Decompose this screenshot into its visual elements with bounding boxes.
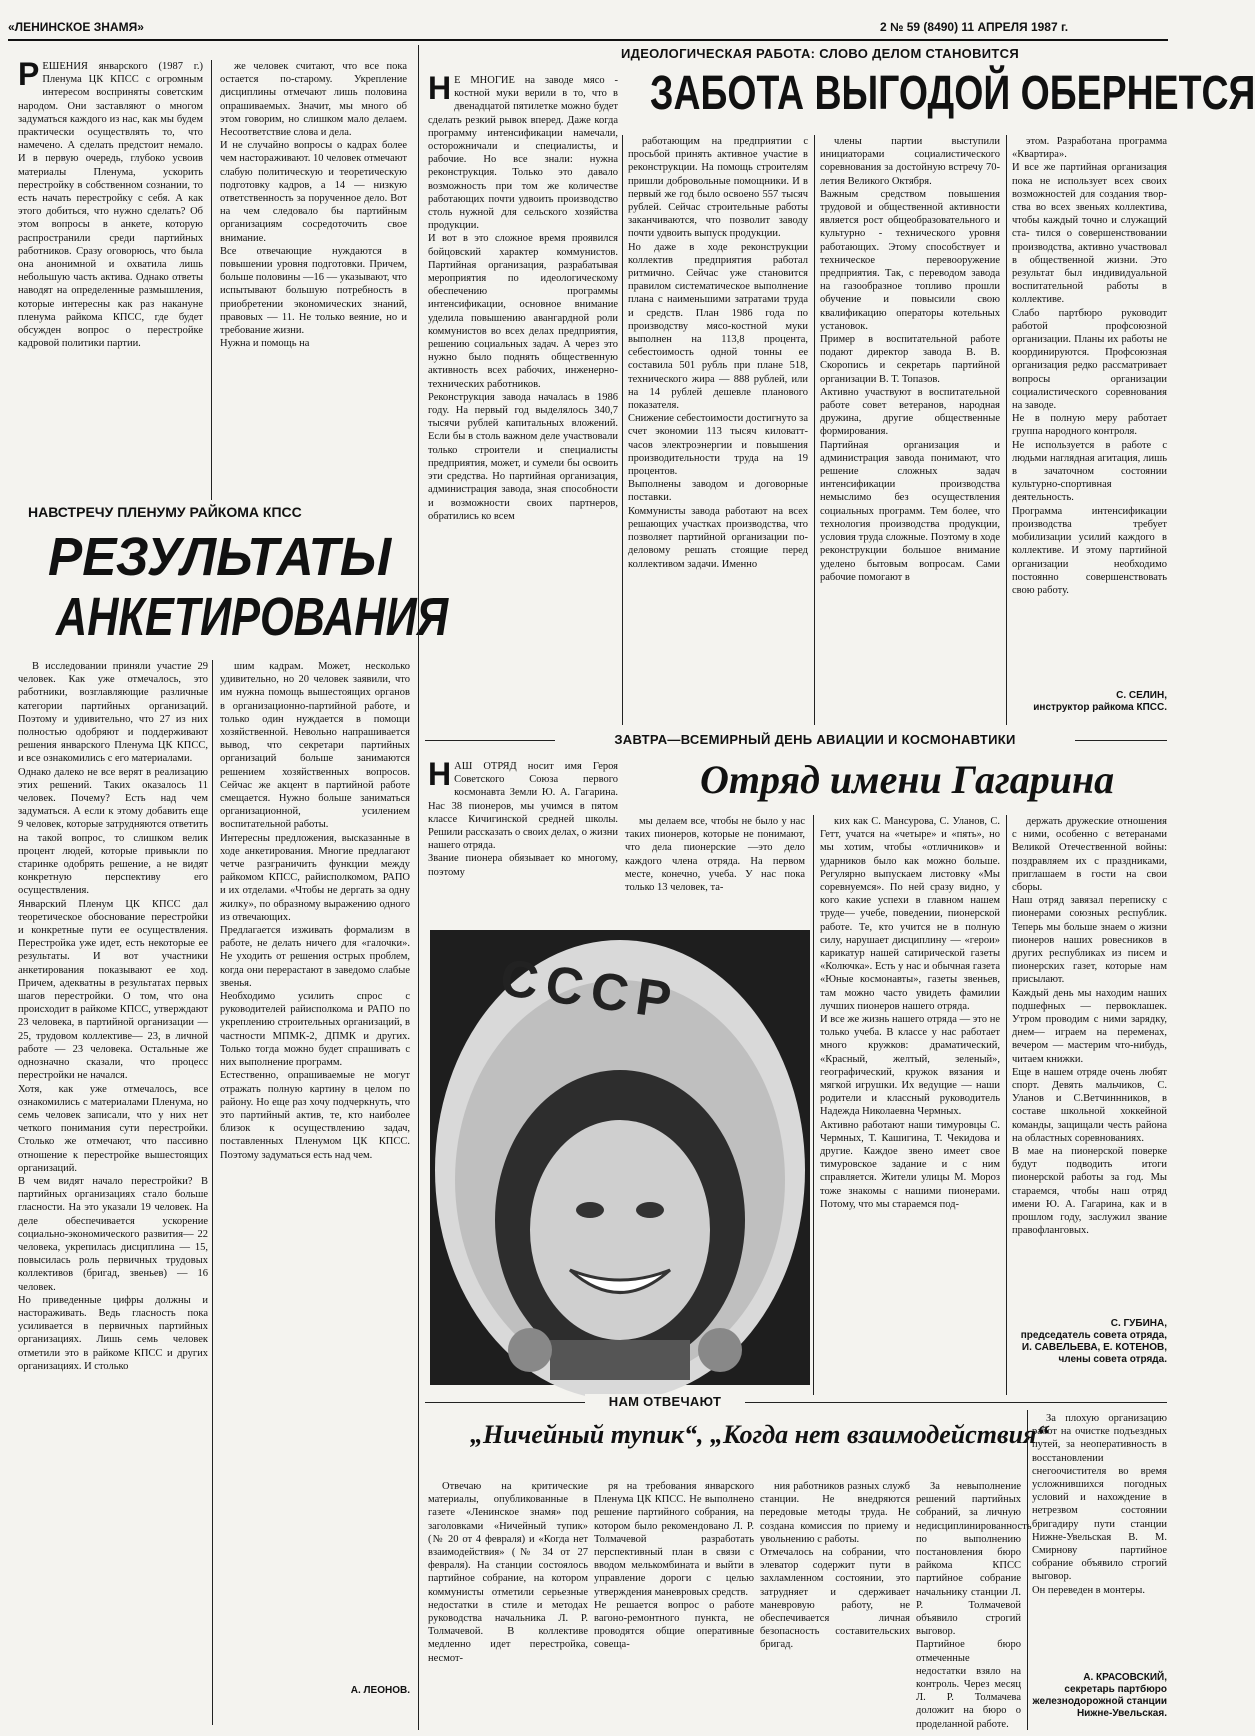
newspaper-name: «ЛЕНИНСКОЕ ЗНАМЯ» <box>8 20 144 34</box>
reply-col4 <box>916 1480 1032 1730</box>
survey-body-col1 <box>18 660 208 1725</box>
reply-col5 <box>1032 1412 1167 1667</box>
survey-lead-col1 <box>18 56 203 500</box>
care-dropcap: Н <box>428 70 452 106</box>
reply-text5: За плохую организацию работ на очистке подъездных путей, за неоперативность в восстановлении снегоочистителя во время усложнившихся погодных условий и нахождение в нетрезвом состоянии бригадиру пути станции Нижне-Увельская В. М. Смирнову партийное собрание объявило строгий выговор. Он переведен в монтеры. <box>1032 1413 1167 1596</box>
care-divider-1 <box>622 135 623 725</box>
gagarin-divider-1 <box>813 815 814 1395</box>
gagarin-col2 <box>625 815 805 925</box>
helmet-lettering: СССР <box>496 948 683 1032</box>
gagarin-text2: мы делаем все, чтобы не было у нас таких пионеров, которые не понимают, что дела пионерские —это дело каждого члена отряда. На первом месте, конечно, учеба. У нас пока только 13 человек, та- <box>625 816 805 894</box>
reply-rubric: НАМ ОТВЕЧАЮТ <box>585 1394 745 1409</box>
care-text1: Е МНОГИЕ на заводе мясо - костной муки верили в то, что в двенадцатой пятилетке можно будет сделать резкий рывок вперед. Даже когда программу интенсификации намечали, осторожничали и специалисты, и рабочие. Но все знали: нужна реконструкция. Только это давало возможность при том же количестве работающих почти удвоить производство столь нужной для сельского хозяйства продукции. И вот в это сложное время проявился бойцовский характер коммунистов. Партийная организация, разрабатывая мероприятия по идеологическому обеспечению программы интенсификации, основное внимание уделила повышению авангардной роли коммунистов во всех делах предприятия, решению социальных задач. А через это нужно было поднять общественную активность всех рабочих, инженерно-технических работников. Реконструкция завода началась в 1986 году. На первый год выделялось 340,7 тысячи рублей капитальных вложений. Если бы в столь важном деле участвовали только строители и специалисты предприятия, может, и сумели бы освоить эти средства. Но партийная организация, администрация завода, зная способности и возможности своих партнеров, обратились ко всем <box>428 75 618 522</box>
survey-body-divider <box>212 660 213 1725</box>
survey-kicker: НАВСТРЕЧУ ПЛЕНУМУ РАЙКОМА КПСС <box>28 504 302 520</box>
care-divider-2 <box>814 135 815 725</box>
gagarin-rubric: ЗАВТРА—ВСЕМИРНЫЙ ДЕНЬ АВИАЦИИ И КОСМОНАВТИКИ <box>555 732 1075 747</box>
care-rubric: ИДЕОЛОГИЧЕСКАЯ РАБОТА: СЛОВО ДЕЛОМ СТАНОВИТСЯ <box>621 46 1019 61</box>
reply-text3: ния работников разных служб станции. Не внедряются передовые методы труда. Не создана комиссия по приему и увольнению с работы. Отмечалось на собрании, что элеватор содержит пути в захламленном состоянии, это затрудняет и сдерживает маневровую работу, не обеспечивается личная безопасность составительских бригад. <box>760 1481 910 1651</box>
care-text3: члены партии выступили инициаторами социалистического соревнования за достойную встречу 70-летия Великого Октября. Важным средством повышения трудовой и общественной активности является рост общеобразовательного и культурно - технического уровня работающих. Этому способствует и техническое перевооружение предприятия. Так, с переводом завода на газообразное топливо прошли обучение и повысили свою квалификацию операторы котельных установок. Пример в воспитательной работе подают директор завода В. В. Скоропись и секретарь партийной организации В. Т. Топазов. Активно участвуют в воспитательной работе совет ветеранов, народная дружина, другие общественные формирования. Партийная организация и администрация завода понимают, что решение сложных задач интенсификации производства немыслимо без осуществления социальных программ. Тем более, что технология производства продукции, условия труда сложные. Поэтому в ходе реконструкции большое внимание уделено бытовым вопросам. Сами рабочие помогают в <box>820 136 1000 583</box>
reply-title: „Ничейный тупик“, „Когда нет взаимодействия“ <box>470 1420 1050 1449</box>
reply-title-box <box>470 1420 1050 1460</box>
survey-body-col2 <box>220 660 410 1670</box>
reply-text4: За невыполнение решений партийных собраний, за личную недисциплинированность по выполнению постановления бюро райкома КПСС партийное собрание начальнику станции Л. Р. Толмачевой объявило строгий выговор. Партийное бюро отмеченные недостатки взяло на контроль. Через месяц Л. Р. Толмачева доложит на бюро о проделанной работе. <box>916 1481 1032 1730</box>
gagarin-text4: держать дружеские отношения с ними, особенно с ветеранами Великой Отечественной войны: поздравляем их с праздниками, приглашаем в гости на свои сборы. Наш отряд завязал переписку с пионерами союзных республик. Теперь мы больше знаем о жизни пионеров наших ровесников в других республиках из писем и пионерских газет, которые нам присылают. Каждый день мы находим наших подшефных — первоклашек. Утром проводим с ними зарядку, днем— играем на переменах, вечером — мастерим что-нибудь, читаем книжки. Еще в нашем отряде очень любят спорт. Девять мальчиков, С. Уланов и С.Ветчиннников, в составе школьной хоккейной команды, защищали честь района на областных соревнованиях. В мае на пионерской поверке будут подводить итоги пионерской работы за год. Мы стараемся, чтобы наш отряд имени Ю. А. Гагарина, как и в прошлом году, заслужил звание правофланговых. <box>1012 816 1167 1237</box>
care-col1 <box>428 70 618 724</box>
care-col4 <box>1012 135 1167 675</box>
survey-title-box <box>18 524 449 654</box>
survey-author: А. ЛЕОНОВ. <box>350 1685 410 1696</box>
reply-col3 <box>760 1480 910 1730</box>
reply-author: А. КРАСОВСКИЙ, секретарь партбюро железнодорожной станции Нижне-Увельская. <box>1032 1672 1167 1719</box>
survey-lead-text1: ЕШЕНИЯ январского (1987 г.) Пленума ЦК КПСС с огромным интересом восприняты советским народом. Они заставляют о многом задуматься каждого из нас, как мы будем практически осуществлять то, что намечено. А сделать предстоит немало. И в первую очередь, глубоко усвоив материалы Пленума, ускорить перестройку в собственном сознании, то есть начать перестройку с себя. А как этого добиться, что нужно сделать? Об этом вопросы в анкете, которую распространили среди партийных работников. Сразу оговорюсь, что была она анонимной и охватила лишь небольшую часть актива. Однако ответы наводят на определенные размышления, которые интересны как раз накануне пленума райкома КПСС, где будет обсужден вопрос о перестройке кадровой политики партии. <box>18 61 203 350</box>
gagarin-author: С. ГУБИНА, председатель совета отряда, И. САВЕЛЬЕВА, Е. КОТЕНОВ, члены совета отряда. <box>1020 1318 1167 1365</box>
reply-col1 <box>428 1480 588 1730</box>
reply-divider <box>1027 1410 1028 1730</box>
survey-title-line1: РЕЗУЛЬТАТЫ <box>48 527 392 587</box>
gagarin-intro-text: АШ ОТРЯД носит имя Героя Советского Союза первого космонавта Земли Ю. А. Гагарина. Нас 38 пионеров, мы учимся в пятом классе Кичигинской средней школы. Решили рассказать о своих делах, о жизни нашего отряда. Звание пионера обязывает ко многому, поэтому <box>428 761 618 878</box>
reply-text2: ря на требования январского Пленума ЦК КПСС. Не выполнено решение партийного собрания, на котором было рекомендовано Л. Р. Толмачевой разработать перспективный план в связи с вводом мелькомбината и выйти в управление дороги с целью утверждения маневровых средств. Не решается вопрос о работе вагоно-ремонтного пункта, не проводятся общие оперативные совеща- <box>594 1481 754 1651</box>
survey-lead-divider <box>211 60 212 500</box>
issue-info: 2 № 59 (8490) 11 АПРЕЛЯ 1987 г. <box>880 20 1069 34</box>
care-col2 <box>628 135 808 725</box>
survey-title-line2: АНКЕТИРОВАНИЯ <box>56 587 449 647</box>
survey-dropcap: Р <box>18 56 40 92</box>
survey-body-text2: шим кадрам. Может, несколько удивительно, но 20 человек заявили, что им нужна помощь вышестоящих органов в организационно-партийной работе, и только один нуждается в помощи хозяйственной. Невольно напрашивается вывод, что секретари партийных организаций больше занимаются решением хозяйственных вопросов. Сейчас же акцент в партийной работе смещается. Нужно больше заниматься организационной, усилением воспитательной работы. Интересны предложения, высказанные в ходе анкетирования. Многие предлагают четче разграничить функции между райкомом КПСС, райисполкомом, РАПО и их отделами. «Чтобы не дергать за одну жилку», по образному выражению одного из отвечающих. Предлагается изживать формализм в работе, не делать ничего для «галочки». Не уходить от решения острых проблем, когда они перерастают в заведомо слабые звенья. Необходимо усилить спрос с руководителей райисполкома и РАПО по укреплению строительных организаций, в частности МПМК-2, ДПМК и других. Только тогда можно будет спрашивать с них выполнение программ. Естественно, опрашиваемые не могут отражать полную картину в целом по району. Но еще раз хочу подчеркнуть, что это партийный актив, те, кто наиболее близок к осуществлению задач, поставленных Пленумом ЦК КПСС. Поэтому задуматься есть над чем. <box>220 661 410 1161</box>
survey-body-text1: В исследовании приняли участие 29 человек. Как уже отмечалось, это работники, возглавляющие различные категории партийных организаций. Поэтому и удивительно, что 27 из них полностью одобряют и поддерживают решения январского Пленума ЦК КПСС, и все ознакомились с его материалами. Однако далеко не все верят в реализацию этих решений. Таких оказалось 11 человек. Почему? Есть над чем задуматься. А если к этому добавить еще 9 человек, которые затрудняются ответить на такой вопрос, то слишком велик процент людей, которые привыкли по старинке одобрять решение, а не видят конкретную перспективу его осуществления. Январский Пленум ЦК КПСС дал теоретическое обоснование перестройки и конкретные пути ее осуществления. Перестройка уже идет, есть некоторые ее результаты. И вот участники анкетирования показывают ее ход. Причем, адекватны в результатах первых шагов перестройки. О том, что она происходит в райкоме КПСС, утверждают 23 человека, в партийной организации — 25, трудовом коллективе— 23, в личной работе — 23 человека. Остальные же однозначно сказали, что процесс перестройки не начался. Хотя, как уже отмечалось, все ознакомились с материалами Пленума, но семь человек записали, что у них нет четкого понимания сути перестройки. Столько же отмечают, что пассивно отношение к перестройке вышестоящих организаций. В чем видят начало перестройки? В партийных организациях стало больше гласности. На это указали 19 человек. На деле обеспечивается ускорение социально-экономического развития— 22 человека, укрепилась дисциплина — 15, повысилась роль первичных трудовых коллективов (бригад, звеньев) — 16 человек. Но приведенные цифры должны и настораживать. Ведь гласность пока усиливается в первичных партийных организациях. Лишь семь человек отметили это в райкоме КПСС и других организациях. И столько <box>18 661 208 1372</box>
reply-col2 <box>594 1480 754 1730</box>
gagarin-title-box <box>700 756 1165 806</box>
care-title-box <box>650 66 1255 130</box>
gagarin-dropcap: Н <box>428 756 452 792</box>
gagarin-divider-2 <box>1006 815 1007 1395</box>
gagarin-col3 <box>820 815 1000 1395</box>
masthead-rule <box>8 39 1168 41</box>
main-divider-left <box>418 45 419 1730</box>
survey-lead-col2 <box>220 60 407 500</box>
care-text4: этом. Разработана программа «Квартира». И все же партийная организация пока не использует всех своих возможностей для создания твор- ства во всех звеньях коллектива, чтобы каждый точно и служащий ста- тился о совершенствовании производства, активно участвовал в общественной жизни. Это результат был индивидуальной воспитательной работы в коллективе. Слабо партбюро руководит работой профсоюзной организации. Планы их работы не координируются. Профсоюзная организация редко рассматривает вопросы организации социалистического соревнования на заводе. Не в полную меру работает группа народного контроля. Не используется в работе с людьми наглядная агитация, лишь в зачаточном состоянии культурно-спортивная деятельность. Программа интенсификации производства требует мобилизации усилий каждого в коллективе. И этому партийной организации необходимо постоянно совершенствовать свою работу. <box>1012 136 1167 596</box>
reply-text1: Отвечаю на критические материалы, опубликованные в газете «Ленинское знамя» под заголовками «Ничейный тупик» (№ 20 от 4 февраля) и «Когда нет взаимодействия» (№ 34 от 27 февраля). На станции состоялось партийное собрание, на котором коммунисты отметили серьезные недостатки в стиле и методах руководства начальника Л. Р. Толмачевой. В коллективе медленно идет перестройка, несмот- <box>428 1481 588 1664</box>
care-col3 <box>820 135 1000 725</box>
gagarin-col4 <box>1012 815 1167 1310</box>
gagarin-intro <box>428 756 618 920</box>
gagarin-title: Отряд имени Гагарина <box>700 757 1115 802</box>
care-text2: работающим на предприятии с просьбой принять активное участие в реконструкции. На помощь строителям пришли добровольные помощники. И в первый же год было освоено 557 тысяч рублей. Сейчас строительные работы заканчиваются, что позволит заводу почти удвоить выпуск продукции. Но даже в ходе реконструкции коллектив предприятия работал ритмично. Сейчас уже становится правилом систематическое выполнение плана с наименьшими затратами труда и средств. План 1986 года по производству мясо-костной муки выполнен на 113,8 процента, себестоимость одной тонны ее составила 501 рубль при плане 518, технического жира — 888 рублей, или на 14 рублей дешевле планового показателя. Снижение себестоимости достигнуто за счет экономии 113 тысяч киловатт-часов электроэнергии и повышения производительности труда на 19 процентов. Выполнены заводом и договорные поставки. Коммунисты завода работают на всех решающих участках производства, что позволяет партийной организации по-деловому решать стоящие перед коллективом задачи. Именно <box>628 136 808 570</box>
care-divider-3 <box>1006 135 1007 725</box>
gagarin-photo <box>430 930 810 1385</box>
care-author: С. СЕЛИН, инструктор райкома КПСС. <box>1033 690 1167 713</box>
gagarin-text3: ких как С. Мансурова, С. Уланов, С. Гетт, учатся на «четыре» и «пять», но мы хотим, чтобы «отличников» и ударников было как можно больше. Регулярно выпускаем листовку «Мы соревнуемся». По ней сразу видно, у кого какие успехи в главном нашем труде— учебе, поведении, пионерской работе. Те, кто учится не в полную силу, нарушает дисциплину — «герои» карикатур нашей сатирической газеты «Колючка». Есть у нас и обычная газета «Юные космонавты», газеты звеньев, там можно часто увидеть фамилии лучших пионеров нашего отряда. И все же жизнь нашего отряда — это не только учеба. В классе у нас работает много кружков: драматический, «Красный, желтый, зеленый», географический, кружок вязания и мягкой игрушки. Их ведущие — наши родители и классный руководитель Надежда Николаевна Чермных. Активно работают наши тимуровцы С. Чермных, Т. Кашигина, Т. Чекидова и другие. Каждое звено имеет свое тимуровское задание и с ним справляется. Жители улицы М. Мороз тоже знакомы с нашими пионерами. Потому, что мы стараемся под- <box>820 816 1000 1210</box>
care-title: ЗАБОТА ВЫГОДОЙ ОБЕРНЕТСЯ <box>650 67 1255 120</box>
reply-rule <box>425 1402 1167 1403</box>
survey-lead-text2: же человек считают, что все пока остается по-старому. Укрепление дисциплины отмечают лишь половина опрашиваемых. Значит, мы много об этом говорим, но слишком мало делаем. Несоответствие слова и дела. И не случайно вопросы о кадрах более чем настораживают. 10 человек отмечают слабую политическую и теоретическую подготовку кадров, а 14 — низкую ответственность за порученное дело. Вот на чем следовало бы партийным организациям сосредоточить свое внимание. Все отвечающие нуждаются в повышении уровня подготовки. Причем, больше половины —16 — указывают, что испытывают большую потребность в приобретении экономических знаний, правовых — 11. Не только веяние, но и требование жизни. Нужна и помощь на <box>220 61 407 350</box>
